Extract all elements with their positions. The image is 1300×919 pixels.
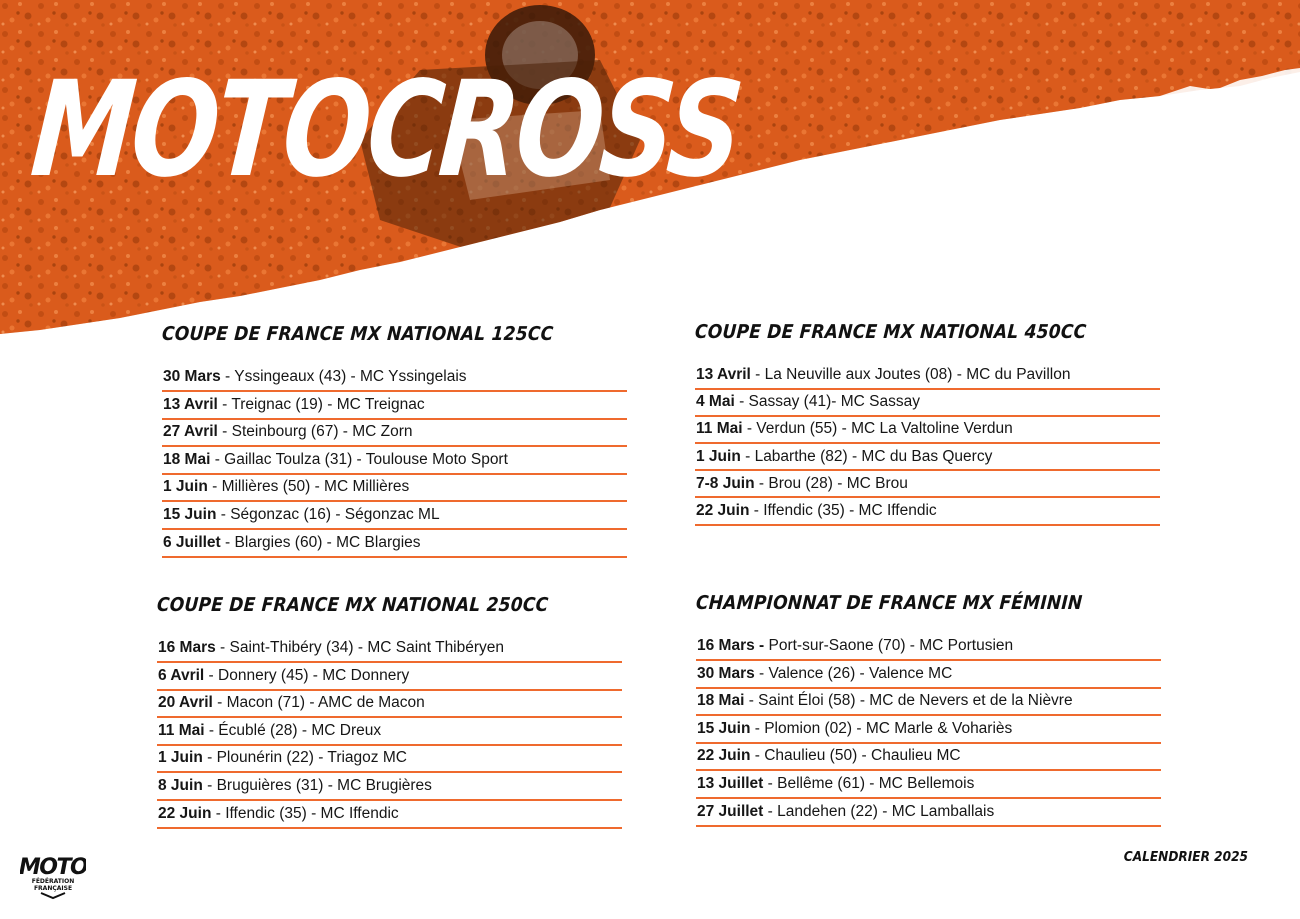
event-date: 13 Juillet [697,774,764,792]
section-title: COUPE DE FRANCE MX NATIONAL 450CC [694,321,1087,343]
event-date: 22 Juin [696,501,750,519]
event-details: - Chaulieu (50) - Chaulieu MC [750,747,961,765]
event-row [696,800,1161,827]
event-row [162,393,627,420]
event-row [695,445,1160,472]
event-row [157,664,622,691]
event-list [162,365,627,558]
event-list [695,363,1160,526]
logo-line1: FÉDÉRATION [31,878,75,885]
event-date: 1 Juin [158,749,203,767]
event-row [695,417,1160,444]
event-details: - Labarthe (82) - MC du Bas Quercy [740,447,993,465]
event-row [696,772,1161,799]
section-125cc [162,321,627,558]
event-list [696,634,1161,827]
event-row [162,448,627,475]
event-date: 22 Juin [158,804,212,822]
event-date: 6 Avril [158,666,205,684]
event-date: 15 Juin [163,505,217,523]
event-date: 1 Juin [163,478,208,496]
event-date: 27 Juillet [697,802,764,820]
event-row [696,689,1161,716]
event-date: 8 Juin [158,776,203,794]
event-details: - Brou (28) - MC Brou [754,474,908,492]
event-details: - Valence (26) - Valence MC [754,664,953,682]
event-details: - Blargies (60) - MC Blargies [220,533,421,551]
page-title: MOTOCROSS [26,53,746,207]
logo-word: MOTO [20,855,86,880]
event-row [696,662,1161,689]
event-date: 22 Juin [697,747,751,765]
event-details: - Plomion (02) - MC Marle & Vohariès [750,719,1013,737]
event-date: 18 Mai [163,450,211,468]
ffm-logo-icon [20,852,86,900]
event-row [695,472,1160,499]
event-date: 13 Avril [696,366,751,383]
section-450cc [695,319,1160,526]
event-row [696,717,1161,744]
event-details: - Macon (71) - AMC de Macon [212,694,425,712]
section-250cc [157,592,622,829]
event-row [157,802,622,829]
logo-line2: FRANÇAISE [33,885,73,892]
event-details: - Iffendic (35) - MC Iffendic [211,804,399,822]
event-details: - La Neuville aux Joutes (08) - MC du Pavillon [750,366,1071,383]
event-row [162,475,627,502]
event-row [157,746,622,773]
hero-banner [0,0,1300,340]
event-details: - Verdun (55) - MC La Valtoline Verdun [742,420,1013,438]
event-date: 4 Mai [696,393,735,411]
event-details: - Gaillac Toulza (31) - Toulouse Moto Sport [210,450,508,468]
event-details: - Saint Éloi (58) - MC de Nevers et de la Nièvre [744,692,1073,710]
event-date: 15 Juin [697,719,751,737]
event-date: 16 Mars - [697,637,765,654]
event-row [162,420,627,447]
event-details: - Donnery (45) - MC Donnery [204,666,410,684]
event-row [695,390,1160,417]
event-date: 11 Mai [696,420,743,438]
section-title: CHAMPIONNAT DE FRANCE MX FÉMININ [695,592,1084,614]
event-details: - Bruguières (31) - MC Brugières [202,776,432,794]
event-details: - Sassay (41)- MC Sassay [734,393,920,411]
event-details: - Yssingeaux (43) - MC Yssingelais [220,368,467,385]
ffm-logo [20,852,86,900]
event-date: 6 Juillet [163,533,221,551]
event-details: - Iffendic (35) - MC Iffendic [749,501,937,519]
section-title: COUPE DE FRANCE MX NATIONAL 125CC [161,323,554,345]
event-date: 13 Avril [163,395,218,413]
event-date: 30 Mars [163,368,221,385]
event-details: - Bellême (61) - MC Bellemois [763,774,975,792]
calendar-label: CALENDRIER 2025 [1123,849,1248,865]
event-row [696,634,1161,661]
event-date: 30 Mars [697,664,755,682]
event-details: - Treignac (19) - MC Treignac [217,395,425,413]
event-row [162,365,627,392]
section-title: COUPE DE FRANCE MX NATIONAL 250CC [156,594,549,616]
event-row [157,719,622,746]
event-details: - Millières (50) - MC Millières [207,478,410,496]
section-feminin [696,590,1161,827]
event-details: - Steinbourg (67) - MC Zorn [217,423,413,441]
event-details: - Saint-Thibéry (34) - MC Saint Thibéryen [215,639,505,656]
event-row [157,774,622,801]
event-details: - Écublé (28) - MC Dreux [204,721,382,739]
event-list [157,636,622,829]
event-date: 16 Mars [158,639,216,656]
event-date: 1 Juin [696,447,741,465]
event-details: - Plounérin (22) - Triagoz MC [202,749,407,767]
event-row [157,691,622,718]
event-details: - Landehen (22) - MC Lamballais [763,802,995,820]
event-date: 18 Mai [697,692,745,710]
event-row [695,363,1160,390]
event-details: - Ségonzac (16) - Ségonzac ML [216,505,440,523]
event-row [157,636,622,663]
event-date: 11 Mai [158,721,205,739]
event-date: 27 Avril [163,423,218,441]
event-row [162,503,627,530]
event-details: Port-sur-Saone (70) - MC Portusien [764,637,1014,654]
event-row [695,499,1160,526]
event-date: 7-8 Juin [696,474,755,492]
event-date: 20 Avril [158,694,213,712]
event-row [696,744,1161,771]
event-row [162,531,627,558]
